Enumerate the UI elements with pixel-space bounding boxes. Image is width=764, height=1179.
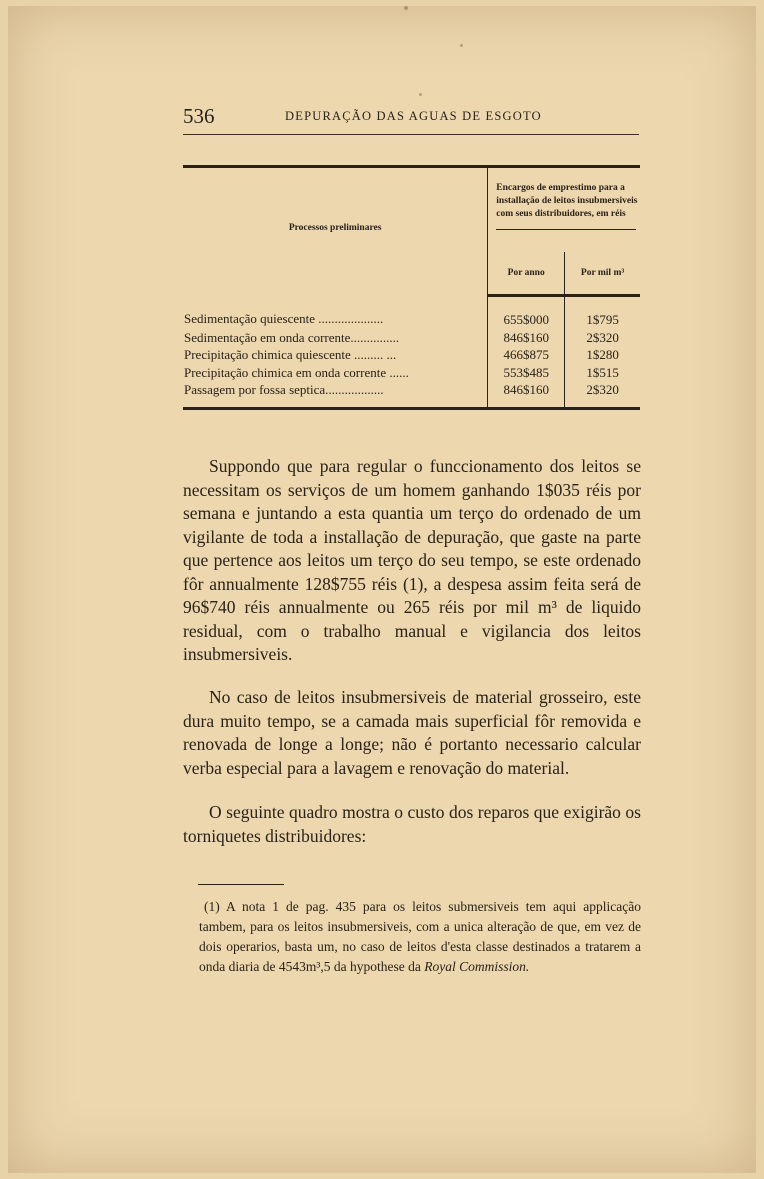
decorative-rule: [496, 229, 636, 236]
footnote-rule: [198, 884, 284, 885]
paper-spot: [460, 44, 463, 47]
row-por-mil: 1$515: [565, 364, 640, 382]
row-name: Sedimentação em onda corrente...............: [184, 329, 400, 345]
header-process: Processos preliminares: [288, 222, 382, 233]
paragraph: O seguinte quadro mostra o custo dos reparos que exigirão os torniquetes distribuidores:: [183, 802, 641, 846]
table-row: [183, 381, 640, 408]
paper-spot: [404, 6, 408, 10]
row-por-mil: 2$320: [565, 381, 640, 408]
row-por-mil: 1$795: [565, 296, 640, 329]
header-encargos-text: Encargos de emprestimo para a installação de leitos insubmersiveis com seus distribuidores, em réis: [496, 183, 638, 219]
header-encargos: [488, 167, 640, 253]
table-row: [183, 346, 640, 364]
table-row: [183, 329, 640, 347]
row-name: Precipitação chimica quiescente ......... ...: [184, 347, 397, 362]
row-por-mil: 1$280: [565, 346, 640, 364]
footnote-text: (1) A nota 1 de pag. 435 para os leitos submersiveis tem aqui applicação tambem, para os leitos insubmersiveis, com a unica alteração de que, em vez de dois operarios, basta um, no caso de leitos d'esta classe destinados a tratarem a onda diaria de 4543m³,5 da hypothese da: [199, 899, 641, 974]
page-number: 536: [183, 104, 215, 128]
table-row: [183, 364, 640, 382]
running-title: DEPURAÇÃO DAS AGUAS DE ESGOTO: [285, 109, 542, 123]
row-name: Precipitação chimica em onda corrente ......: [184, 364, 409, 380]
row-name: Passagem por fossa septica..................: [184, 382, 384, 397]
row-por-anno: 655$000: [488, 296, 565, 329]
row-name: Sedimentação quiescente ....................: [184, 311, 384, 327]
paragraph: Suppondo que para regular o funccionamento dos leitos se necessitam os serviços de um homem ganhando 1$035 réis por semana e juntando a esta quantia um terço do ordenado de um vigilante de toda a installação de depuração, que gaste na parte que pertence aos leitos um terço do seu tempo, se este ordenado fôr annualmente 128$755 réis (1), a despesa assim feita será de 96$740 réis annualmente ou 265 réis por mil m³ de liquido residual, com o trabalho manual e vigilancia dos leitos insubmersiveis.: [183, 456, 641, 664]
table-row: [183, 296, 640, 329]
header-por-anno: Por anno: [488, 252, 565, 296]
row-por-mil: 2$320: [565, 329, 640, 347]
page-header: [183, 104, 639, 135]
header-por-mil: Por mil m³: [565, 252, 640, 296]
cost-table: [183, 165, 640, 410]
row-por-anno: 553$485: [488, 364, 565, 382]
footnote: [199, 897, 641, 977]
paragraph: No caso de leitos insubmersiveis de material grosseiro, este dura muito tempo, se a camada mais superficial fôr removida e renovada de longe a longe; não é portanto necessario calcular verba especial para a lavagem e renovação do material.: [183, 687, 641, 778]
row-por-anno: 846$160: [488, 329, 565, 347]
paper-spot: [419, 93, 422, 96]
footnote-italic: Royal Commission.: [424, 959, 530, 974]
row-por-anno: 466$875: [488, 346, 565, 364]
row-por-anno: 846$160: [488, 381, 565, 408]
